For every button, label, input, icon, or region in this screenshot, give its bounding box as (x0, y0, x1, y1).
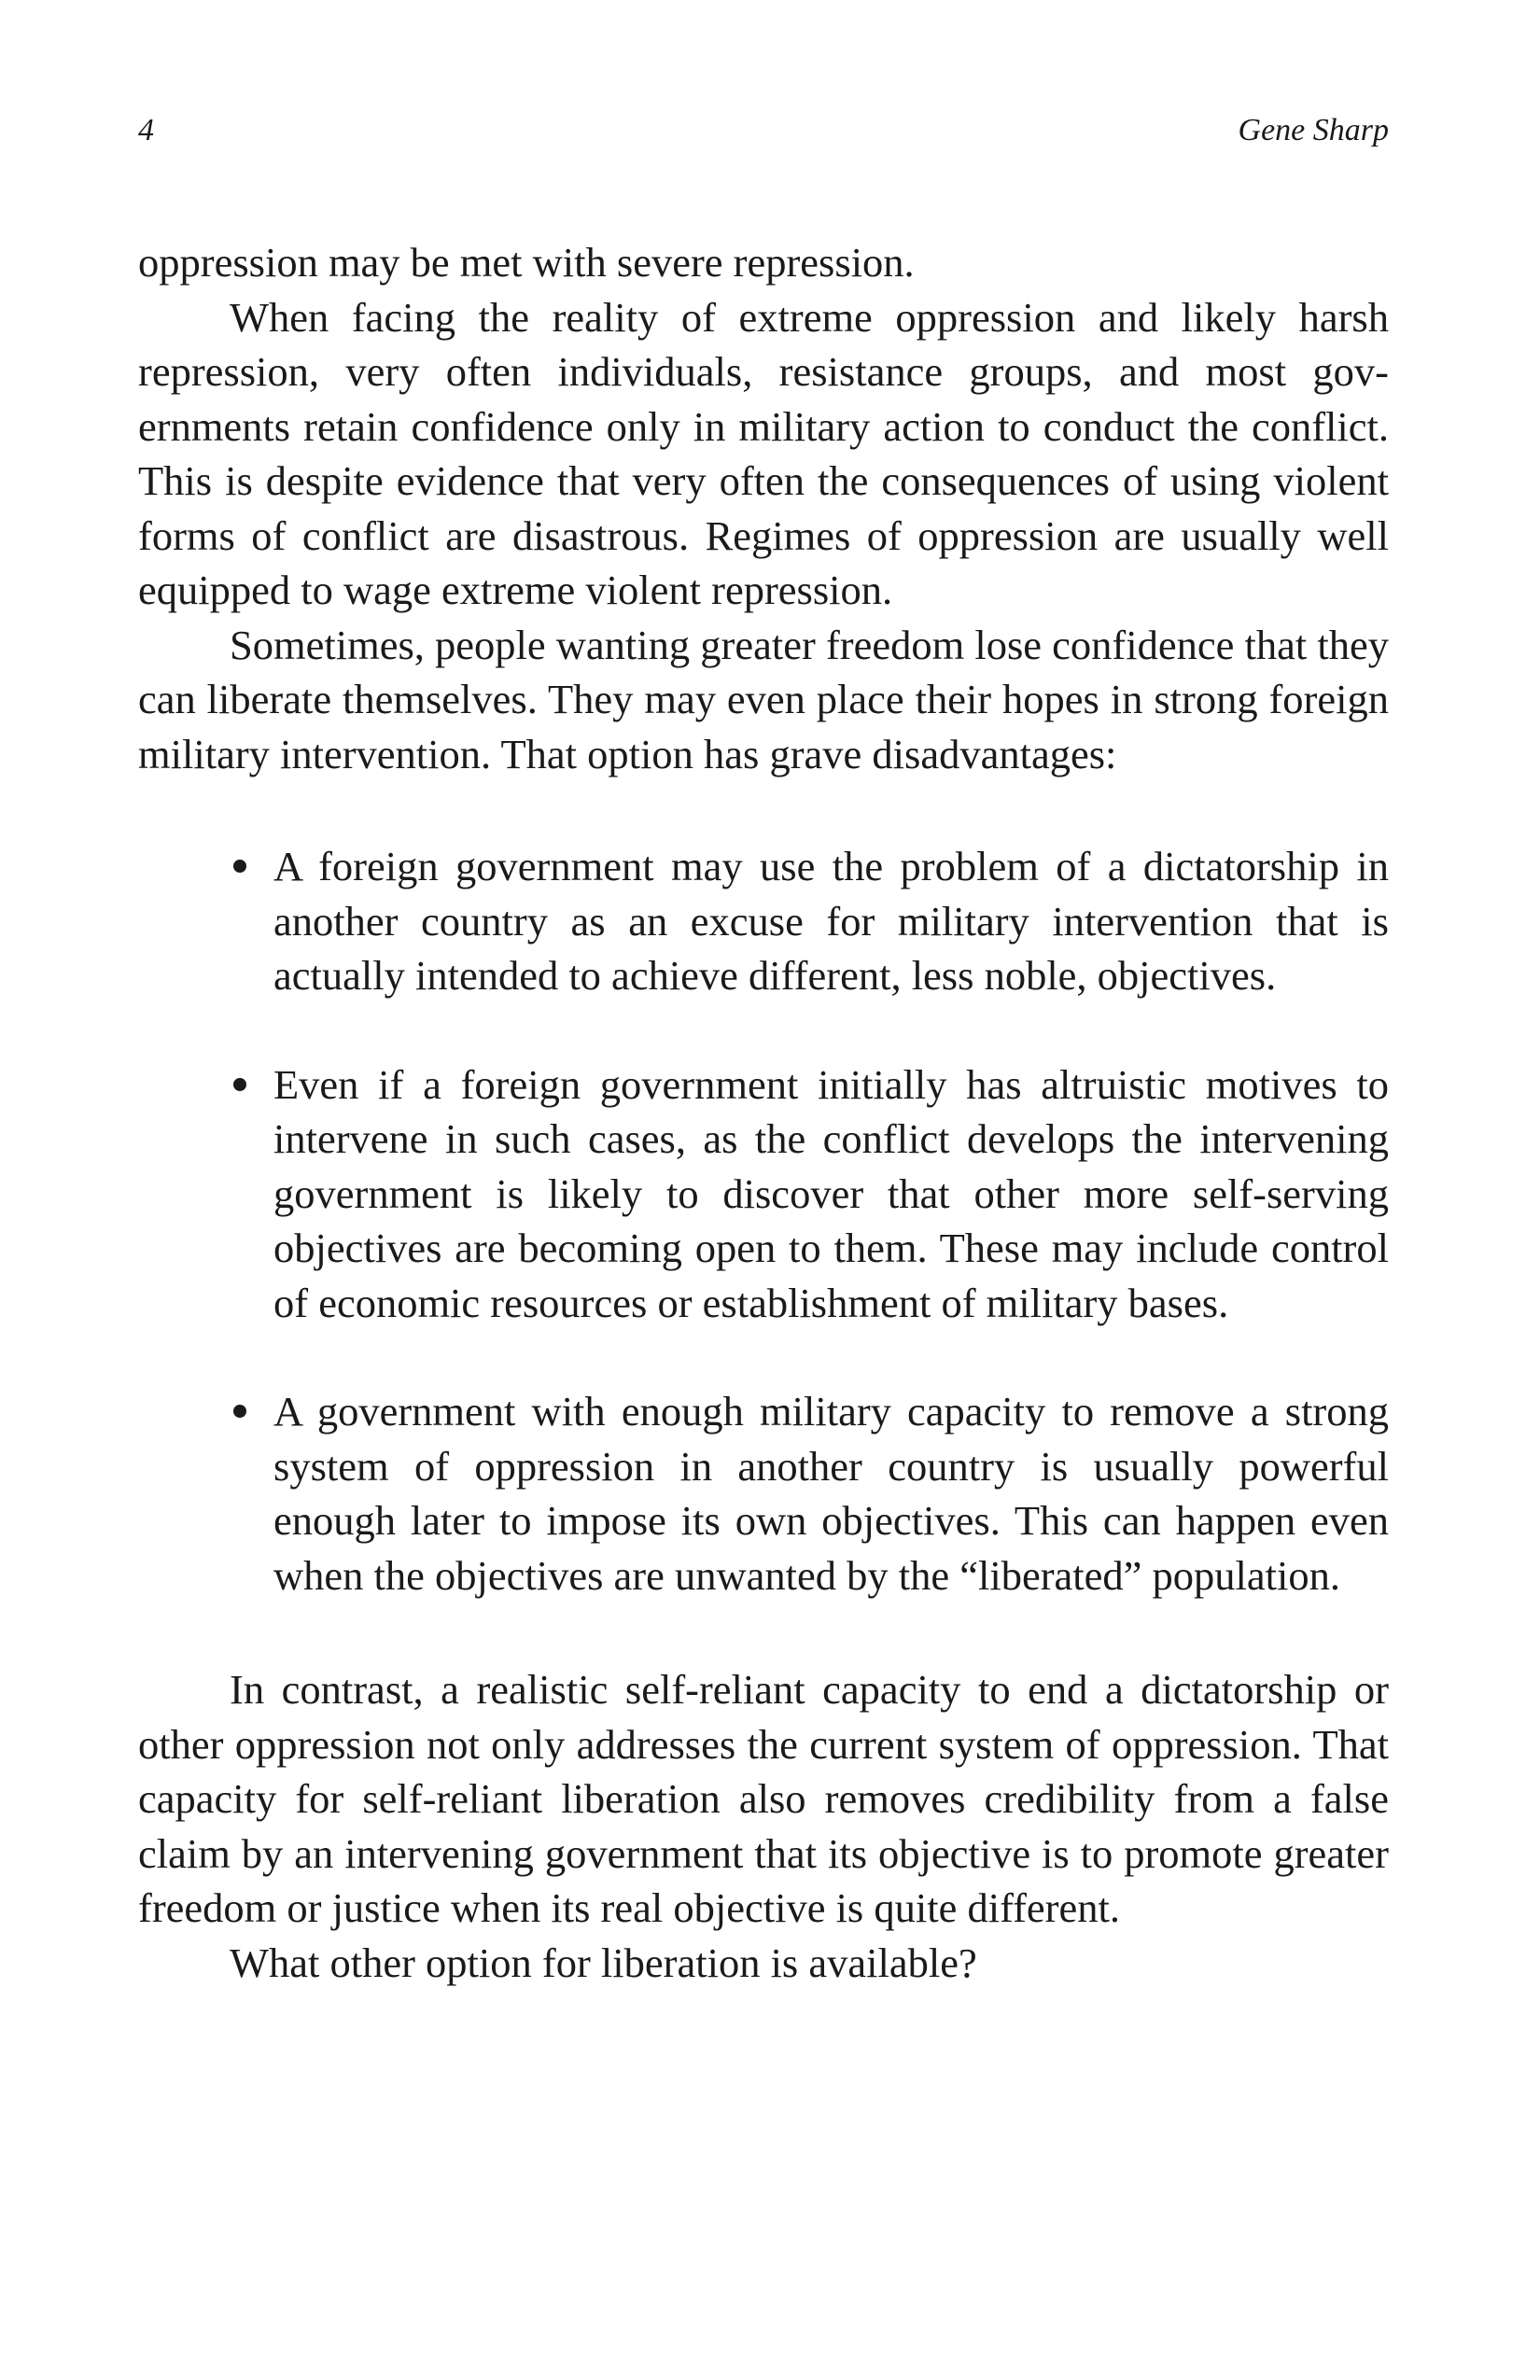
body-text (138, 235, 1389, 1990)
page-header (138, 110, 1389, 166)
paragraph: In contrast, a realistic self-reliant capacity to end a dictatorship or other oppression not only addresses the current system of oppression. That capacity for self-reliant liberation also removes credibility from a false claim by an intervening government that its objective is to promote greater freedom or justice when its real objective is quite different. (138, 1666, 1389, 1931)
list-item (138, 1057, 1389, 1331)
bullet-list (138, 839, 1389, 1603)
paragraph: Sometimes, people wanting greater freedom lose confidence that they can liberate themselves. They may even place their hopes in strong foreign military intervention. That option has grave disadvantages: (138, 621, 1389, 777)
list-item-text: A foreign government may use the problem of a dictatorship in another country as an excuse for military intervention that is actually intended to achieve different, less noble, objectives. (273, 843, 1389, 999)
paragraph: What other option for liberation is available? (230, 1939, 977, 1986)
list-item (138, 839, 1389, 1003)
bullet-icon (233, 1078, 246, 1091)
paragraph-continuation: oppression may be met with severe repression. (138, 239, 915, 286)
list-item-text: A government with enough military capacity to remove a strong system of oppression in another country is usually powerful enough later to impose its own objectives. This can happen even when the objectives are unwanted by the “liberated” population. (273, 1388, 1389, 1599)
paragraph: When facing the reality of extreme oppression and likely harsh repression, very often individuals, resistance groups, and most governments retain confidence only in military action to conduct the conflict. This is despite evidence that very often the consequences of using violent forms of conflict are disastrous. Regimes of oppression are usually well equipped to wage extreme violent repression. (138, 293, 1389, 613)
bullet-icon (233, 860, 246, 873)
page-number: 4 (138, 113, 154, 147)
list-item-text: Even if a foreign government initially has altruistic motives to intervene in such cases, as the conflict develops the intervening government is likely to discover that other more self-serving objectives are becoming open to them. These may include control of economic resources or establishment of military bases. (273, 1060, 1389, 1326)
bullet-icon (233, 1405, 246, 1418)
running-head-author: Gene Sharp (1238, 113, 1389, 147)
list-item (138, 1384, 1389, 1603)
